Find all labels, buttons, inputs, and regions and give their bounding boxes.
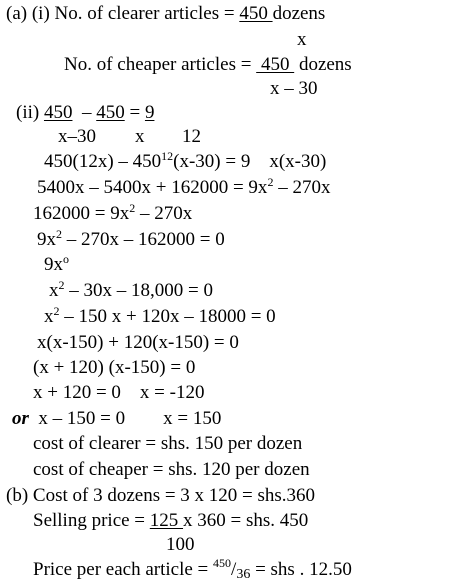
step-7-b: – 150 x + 120x – 18000 = 0 — [59, 306, 276, 327]
selling-price-line — [33, 511, 308, 530]
price-per-article-rest: = shs . 12.50 — [250, 559, 352, 580]
selling-price-denominator: 100 — [166, 534, 195, 555]
selling-price-rest: x 360 = shs. 450 — [183, 510, 309, 531]
step-5 — [44, 252, 69, 275]
clearer-denominator: x — [297, 29, 307, 50]
price-frac-slash: / — [231, 559, 237, 580]
price-per-article-line — [33, 556, 352, 582]
cost-clearer-line: cost of clearer = shs. 150 per dozen — [33, 433, 303, 454]
step-2-sup: 2 — [267, 175, 274, 189]
selling-price-label: Selling price = — [33, 510, 150, 531]
frac2-numerator: 450 — [96, 102, 125, 123]
cheaper-label: No. of cheaper articles = — [64, 54, 257, 75]
step-1-a: 450(12x) – 450 — [44, 151, 162, 172]
step-8: x(x-150) + 120(x-150) = 0 — [37, 332, 239, 353]
cheaper-numerator: 450 — [256, 54, 295, 75]
frac3-denominator: 12 — [182, 126, 201, 147]
step-2-b: – 270x — [273, 177, 331, 198]
part-a-cheaper-line — [64, 55, 352, 74]
cost-cheaper-line: cost of cheaper = shs. 120 per dozen — [33, 459, 310, 480]
step-9: (x + 120) (x-150) = 0 — [33, 357, 196, 378]
step-2-a: 5400x – 5400x + 162000 = 9x — [37, 177, 268, 198]
step-4-a: 9x — [37, 229, 56, 250]
part-ii-equation-top — [16, 103, 154, 122]
or-label: or — [12, 408, 29, 429]
step-6-a: x — [49, 280, 59, 301]
price-per-article-label: Price per each article = — [33, 559, 214, 580]
step-4-sup: 2 — [56, 227, 62, 241]
step-2 — [37, 175, 331, 198]
cheaper-denominator: x – 30 — [270, 78, 318, 99]
clearer-unit: dozens — [272, 3, 326, 24]
frac1-denominator: x–30 — [58, 126, 96, 147]
equals-sign: = — [124, 102, 145, 123]
step-11-b: x – 150 = 0 x = 150 — [28, 408, 222, 429]
step-11 — [12, 409, 221, 428]
minus-sign: – — [72, 102, 97, 123]
frac2-denominator: x — [135, 126, 145, 147]
price-frac-numerator: 450 — [213, 556, 232, 570]
step-4 — [37, 227, 225, 250]
step-7-a: x — [44, 306, 54, 327]
step-4-b: – 270x – 162000 = 0 — [62, 229, 225, 250]
step-5-sup: o — [63, 252, 69, 266]
step-3-b: – 270x — [135, 203, 193, 224]
step-5-a: 9x — [44, 254, 63, 275]
selling-price-numerator: 125 — [149, 510, 184, 531]
part-ii-label: (ii) — [16, 102, 44, 123]
step-3 — [33, 201, 193, 224]
step-6 — [49, 278, 213, 301]
clearer-numerator: 450 — [239, 3, 273, 24]
step-6-b: – 30x – 18,000 = 0 — [64, 280, 213, 301]
frac3-numerator: 9 — [144, 102, 155, 123]
step-7-sup: 2 — [53, 304, 60, 318]
step-1-sup: 12 — [161, 149, 174, 163]
step-6-sup: 2 — [58, 278, 65, 292]
price-frac-denominator: 36 — [236, 567, 251, 582]
step-1 — [44, 149, 327, 172]
step-1-b: (x-30) = 9 x(x-30) — [173, 151, 327, 172]
part-b-cost-line: (b) Cost of 3 dozens = 3 x 120 = shs.360 — [6, 485, 316, 506]
cheaper-unit: dozens — [294, 54, 352, 75]
frac1-numerator: 450 — [43, 102, 73, 123]
step-3-a: 162000 = 9x — [33, 203, 130, 224]
step-3-sup: 2 — [129, 201, 136, 215]
clearer-label: (a) (i) No. of clearer articles = — [6, 3, 240, 24]
step-10: x + 120 = 0 x = -120 — [33, 382, 205, 403]
step-7 — [44, 304, 276, 327]
part-a-clearer-line — [6, 4, 325, 23]
